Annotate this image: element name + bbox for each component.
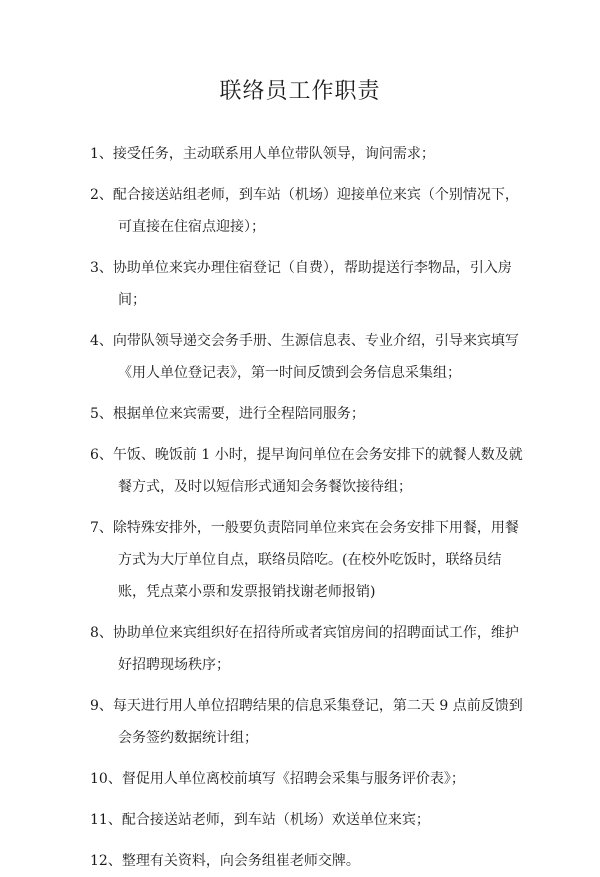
duty-list xyxy=(90,138,526,877)
duty-item-8: 8、协助单位来宾组织好在招待所或者宾馆房间的招聘面试工作，维护好招聘现场秩序； xyxy=(90,625,519,673)
duty-item-9: 9、每天进行用人单位招聘结果的信息采集登记，第二天 9 点前反馈到会务签约数据统计组； xyxy=(90,698,523,746)
duty-item-5: 5、根据单位来宾需要，进行全程陪同服务； xyxy=(90,406,365,422)
duty-item-4: 4、向带队领导递交会务手册、生源信息表、专业介绍，引导来宾填写《用人单位登记表》，第一时间反馈到会务信息采集组； xyxy=(90,333,519,381)
duty-item-3: 3、协助单位来宾办理住宿登记（自费），帮助提送行李物品，引入房间； xyxy=(90,260,512,308)
duty-item-7: 7、除特殊安排外，一般要负责陪同单位来宾在会务安排下用餐，用餐方式为大厅单位自点，联络员陪吃。(在校外吃饭时，联络员结账，凭点菜小票和发票报销找谢老师报销) xyxy=(90,520,519,600)
duty-item-2: 2、配合接送站组老师，到车站（机场）迎接单位来宾（个别情况下，可直接在住宿点迎接）； xyxy=(90,187,519,235)
duty-item-1: 1、接受任务，主动联系用人单位带队领导，询问需求； xyxy=(90,146,435,162)
duty-item-6: 6、午饭、晚饭前 1 小时，提早询问单位在会务安排下的就餐人数及就餐方式，及时以短信形式通知会务餐饮接待组； xyxy=(90,447,523,495)
duty-item-12: 12、整理有关资料，向会务组崔老师交牌。 xyxy=(90,853,360,869)
duty-item-10: 10、督促用人单位离校前填写《招聘会采集与服务评价表》； xyxy=(90,771,465,787)
document-title: 联络员工作职责 xyxy=(219,79,381,104)
duty-item-11: 11、配合接送站老师，到车站（机场）欢送单位来宾； xyxy=(90,812,430,828)
